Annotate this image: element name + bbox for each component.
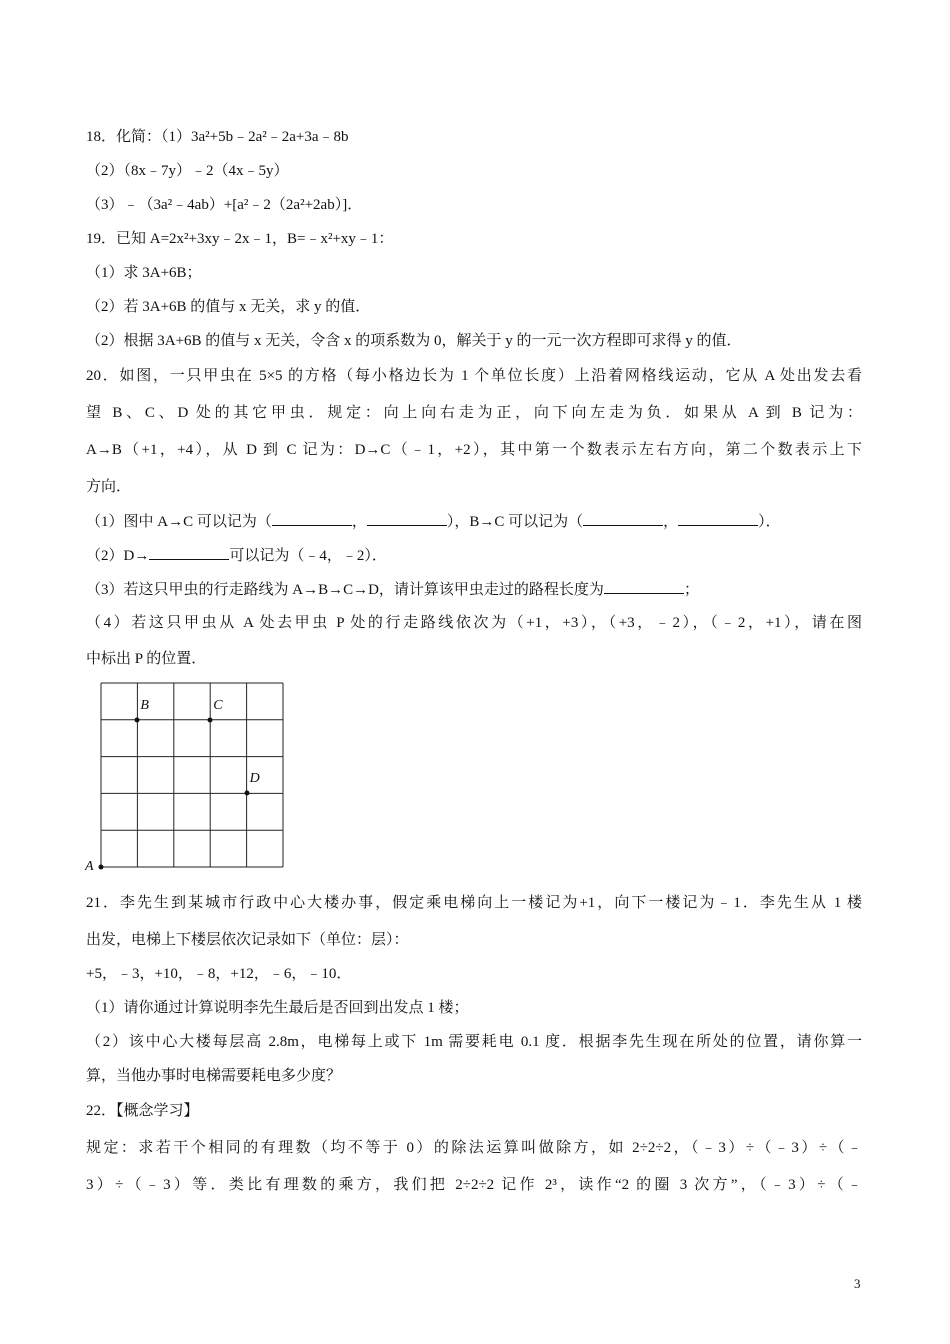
q20-part4-line1: （4）若这只甲虫从 A 处去甲虫 P 处的行走路线依次为（+1，+3），（+3，﹣2），（﹣2，+1），请在图 bbox=[86, 615, 862, 631]
q20-part3: （3）若这只甲虫的行走路线为 A→B→C→D，请计算该甲虫走过的路程长度为 ； bbox=[86, 579, 862, 600]
q20-part4-line2: 中标出 P 的位置． bbox=[86, 651, 207, 667]
answer-blank[interactable] bbox=[272, 511, 352, 526]
point-d bbox=[244, 791, 249, 796]
page-number: 3 bbox=[854, 1276, 861, 1291]
q18-part3: （3）﹣（3a²﹣4ab）+[a²﹣2（2a²+2ab）]． bbox=[86, 197, 363, 213]
q22-line2: 3）÷（﹣3）等．类比有理数的乘方，我们把 2÷2÷2 记作 2³，读作“2 的圈 3 次方”，（﹣3）÷（﹣ bbox=[86, 1177, 862, 1193]
q20-line4: 方向． bbox=[86, 479, 132, 495]
q18-title: 18．化简：（1）3a²+5b﹣2a²﹣2a+3a﹣8b bbox=[86, 129, 349, 145]
q20-part2: （2）D→ 可以记为（﹣4，﹣2）． bbox=[86, 545, 862, 566]
point-label-b: B bbox=[140, 697, 149, 713]
point-label-c: C bbox=[213, 697, 223, 713]
point-b bbox=[135, 717, 140, 722]
answer-blank[interactable] bbox=[367, 511, 447, 526]
answer-blank[interactable] bbox=[149, 545, 229, 560]
point-label-d: D bbox=[249, 771, 260, 787]
q21-line2: 出发，电梯上下楼层依次记录如下（单位：层）： bbox=[86, 932, 409, 948]
point-label-a: A bbox=[85, 859, 94, 874]
q22-title: 22．【概念学习】 bbox=[86, 1103, 199, 1119]
q22-line1: 规定：求若干个相同的有理数（均不等于 0）的除法运算叫做除方，如 2÷2÷2，（﹣3）÷（﹣3）÷（﹣ bbox=[86, 1140, 862, 1156]
q18-part2: （2）（8x﹣7y）﹣2（4x﹣5y） bbox=[86, 163, 289, 179]
answer-blank[interactable] bbox=[604, 579, 684, 594]
q20-line3: A→B（+1，+4），从 D 到 C 记为：D→C（﹣1，+2），其中第一个数表示左右方向，第二个数表示上下 bbox=[86, 442, 862, 458]
q19-title: 19．已知 A=2x²+3xy﹣2x﹣1，B=﹣x²+xy﹣1： bbox=[86, 231, 394, 247]
coordinate-grid-figure bbox=[85, 683, 283, 874]
q20-line2: 望 B、C、D 处的其它甲虫．规定：向上向右走为正，向下向左走为负．如果从 A 到 B 记为： bbox=[86, 405, 862, 421]
q21-part2-line2: 算，当他办事时电梯需要耗电多少度？ bbox=[86, 1068, 342, 1084]
answer-blank[interactable] bbox=[678, 511, 758, 526]
q20-part1: （1）图中 A→C 可以记为（ ， ），B→C 可以记为（ ， ）． bbox=[86, 511, 862, 532]
point-c bbox=[208, 717, 213, 722]
point-a bbox=[99, 865, 104, 870]
q19-hint: （2）根据 3A+6B 的值与 x 无关，令含 x 的项系数为 0，解关于 y 的一元一次方程即可求得 y 的值． bbox=[86, 333, 742, 349]
q21-line3: +5，﹣3，+10，﹣8，+12，﹣6，﹣10． bbox=[86, 966, 352, 982]
q20-line1: 20．如图，一只甲虫在 5×5 的方格（每小格边长为 1 个单位长度）上沿着网格线运动，它从 A 处出发去看 bbox=[86, 368, 862, 384]
q21-part1: （1）请你通过计算说明李先生最后是否回到出发点 1 楼； bbox=[86, 1000, 469, 1016]
q19-part1: （1）求 3A+6B； bbox=[86, 265, 202, 281]
q21-line1: 21．李先生到某城市行政中心大楼办事，假定乘电梯向上一楼记为+1，向下一楼记为﹣1．李先生从 1 楼 bbox=[86, 895, 862, 911]
q19-part2: （2）若 3A+6B 的值与 x 无关，求 y 的值． bbox=[86, 299, 371, 315]
answer-blank[interactable] bbox=[583, 511, 663, 526]
q21-part2-line1: （2）该中心大楼每层高 2.8m，电梯每上或下 1m 需要耗电 0.1 度．根据李先生现在所处的位置，请你算一 bbox=[86, 1034, 862, 1050]
